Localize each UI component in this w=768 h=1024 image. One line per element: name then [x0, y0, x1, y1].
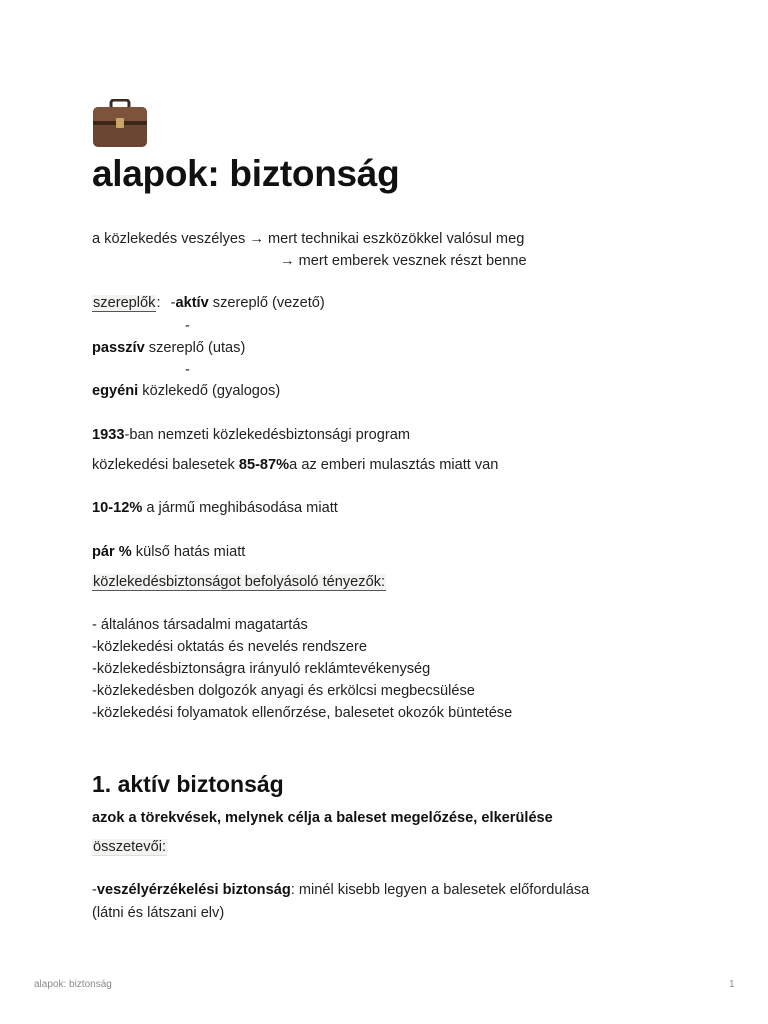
factor-item: -közlekedési folyamatok ellenőrzése, balesetet okozók büntetése [92, 705, 513, 721]
components-label-text: összetevői: [93, 839, 167, 855]
actors-line [92, 293, 325, 313]
bullet-dash: - [185, 362, 190, 378]
actors-colon: : [156, 295, 161, 311]
stat-human-value: 85-87% [238, 457, 290, 473]
stat-external-desc: külső hatás miatt [131, 544, 246, 560]
factors-heading [92, 572, 386, 592]
intro-line-2: → mert emberek vesznek részt benne [280, 253, 527, 269]
passive-label: passzív [92, 340, 145, 356]
page-number: 1 [729, 979, 735, 990]
actors-label: szereplők [93, 295, 156, 311]
page-title: alapok: biztonság [92, 153, 400, 194]
bullet-dash: - [185, 318, 190, 334]
active-dash: - [170, 295, 176, 311]
briefcase-icon [92, 99, 148, 149]
program-line [92, 425, 410, 445]
section-subtitle: azok a törekvések, melynek célja a baleset megelőzése, elkerülése [92, 810, 553, 826]
component-name: veszélyérzékelési biztonság [96, 882, 291, 898]
program-desc: -ban nemzeti közlekedésbiztonsági program [124, 427, 411, 443]
stat-vehicle-value: 10-12% [92, 500, 143, 516]
component-item [92, 880, 589, 900]
individual-label: egyéni [92, 383, 139, 399]
individual-desc: közlekedő (gyalogos) [138, 383, 281, 399]
section-heading: 1. aktív biztonság [92, 771, 284, 797]
passive-desc: szereplő (utas) [144, 340, 246, 356]
program-year: 1933 [92, 427, 125, 443]
components-label [92, 837, 167, 857]
component-dash: - [92, 882, 97, 898]
component-item-note: (látni és látszani elv) [92, 905, 225, 921]
factor-item: - általános társadalmi magatartás [92, 617, 308, 633]
factor-item: -közlekedési oktatás és nevelés rendszere [92, 639, 367, 655]
stat-human [92, 455, 498, 475]
stat-vehicle [92, 498, 338, 518]
stat-vehicle-desc: a jármű meghibásodása miatt [142, 500, 338, 516]
active-desc: szereplő (vezető) [208, 295, 325, 311]
stat-human-pre: közlekedési balesetek [92, 457, 239, 473]
intro-line-1: a közlekedés veszélyes → mert technikai eszközökkel valósul meg [92, 231, 525, 247]
passive-line [92, 338, 245, 358]
individual-line [92, 381, 280, 401]
stat-external [92, 542, 245, 562]
stat-external-value: pár % [92, 544, 132, 560]
footer-title: alapok: biztonság [34, 979, 112, 990]
factor-item: -közlekedésben dolgozók anyagi és erkölcsi megbecsülése [92, 683, 475, 699]
component-desc: : minél kisebb legyen a balesetek előfordulása [290, 882, 590, 898]
factor-item: -közlekedésbiztonságra irányuló reklámtevékenység [92, 661, 431, 677]
active-label: aktív [175, 295, 209, 311]
factors-heading-text: közlekedésbiztonságot befolyásoló tényezők: [93, 574, 386, 590]
stat-human-desc: a az emberi mulasztás miatt van [289, 457, 499, 473]
